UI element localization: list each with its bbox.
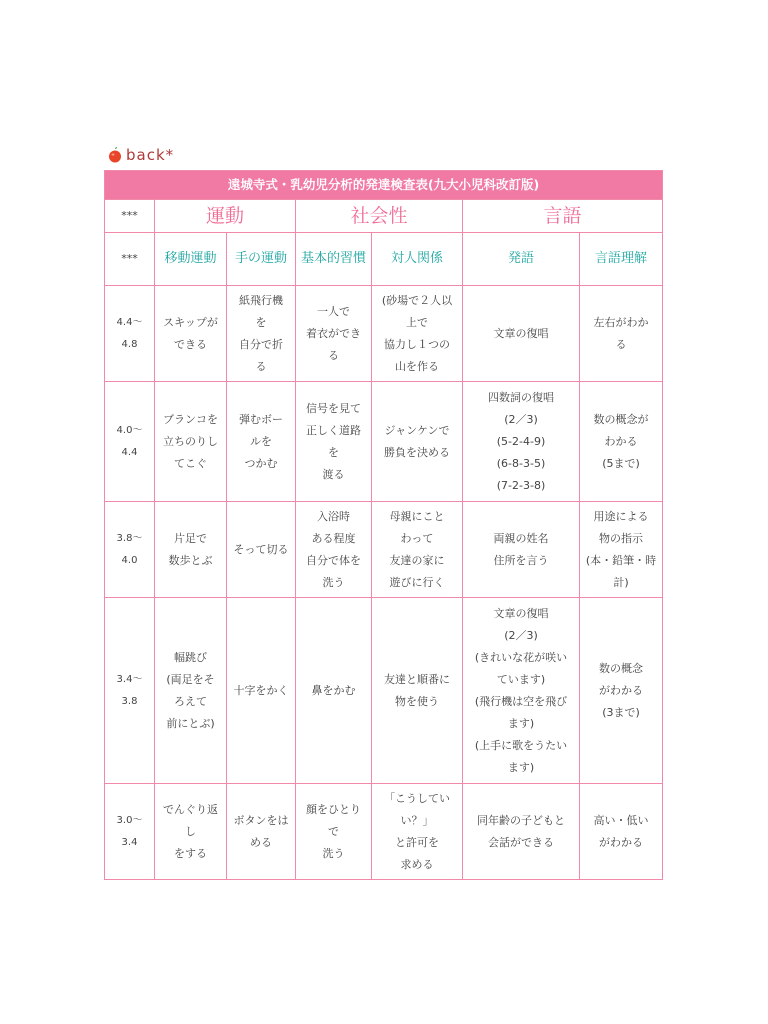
corner-mark: *** xyxy=(105,233,155,286)
table-cell: ボタンをは める xyxy=(227,784,296,880)
table-cell: 友達と順番に 物を使う xyxy=(372,598,463,784)
table-cell: 弾むボー ルを つかむ xyxy=(227,382,296,502)
apple-icon xyxy=(108,147,122,163)
table-cell: 幅跳び (両足をそ ろえて 前にとぶ) xyxy=(155,598,227,784)
table-cell: 鼻をかむ xyxy=(296,598,372,784)
table-cell: ジャンケンで 勝負を決める xyxy=(372,382,463,502)
table-cell: 文章の復唱 xyxy=(463,286,580,382)
table-cell: (砂場で２人以 上で 協力し１つの 山を作る xyxy=(372,286,463,382)
table-cell: 顔をひとり で 洗う xyxy=(296,784,372,880)
table-row xyxy=(105,598,663,784)
development-table xyxy=(104,170,663,880)
table-row xyxy=(105,382,663,502)
subheader-speech: 発語 xyxy=(463,233,580,286)
table-cell: 同年齢の子どもと 会話ができる xyxy=(463,784,580,880)
age-cell: 4.0～ 4.4 xyxy=(105,382,155,502)
table-cell: 紙飛行機 を 自分で折 る xyxy=(227,286,296,382)
table-cell: そって切る xyxy=(227,502,296,598)
table-cell: スキップが できる xyxy=(155,286,227,382)
table-row xyxy=(105,286,663,382)
subheader-basic-habits: 基本的習慣 xyxy=(296,233,372,286)
table-cell: 十字をかく xyxy=(227,598,296,784)
table-cell: でんぐり返 し をする xyxy=(155,784,227,880)
table-cell: 信号を見て 正しく道路 を 渡る xyxy=(296,382,372,502)
table-cell: 片足で 数歩とぶ xyxy=(155,502,227,598)
table-cell: 一人で 着衣ができ る xyxy=(296,286,372,382)
age-cell: 3.4～ 3.8 xyxy=(105,598,155,784)
table-cell: 両親の姓名 住所を言う xyxy=(463,502,580,598)
back-link[interactable] xyxy=(108,146,174,164)
subheader-comprehension: 言語理解 xyxy=(580,233,663,286)
table-cell: ブランコを 立ちのりし てこぐ xyxy=(155,382,227,502)
category-motor: 運動 xyxy=(155,200,296,233)
table-row xyxy=(105,502,663,598)
table-cell: 母親にこと わって 友達の家に 遊びに行く xyxy=(372,502,463,598)
subheader-hand-motion: 手の運動 xyxy=(227,233,296,286)
age-cell: 3.8～ 4.0 xyxy=(105,502,155,598)
table-cell: 数の概念が わかる (5まで) xyxy=(580,382,663,502)
table-cell: 「こうしてい い？」 と許可を 求める xyxy=(372,784,463,880)
age-cell: 4.4～ 4.8 xyxy=(105,286,155,382)
table-cell: 高い・低い がわかる xyxy=(580,784,663,880)
table-cell: 文章の復唱 (2／3) (きれいな花が咲い ています) (飛行機は空を飛び ます) (上手に歌をうたい ます) xyxy=(463,598,580,784)
table-cell: 左右がわか る xyxy=(580,286,663,382)
category-social: 社会性 xyxy=(296,200,463,233)
corner-mark: *** xyxy=(105,200,155,233)
table-cell: 入浴時 ある程度 自分で体を 洗う xyxy=(296,502,372,598)
table-cell: 用途による 物の指示 (本・鉛筆・時 計) xyxy=(580,502,663,598)
back-label: back* xyxy=(126,146,175,164)
age-cell: 3.0～ 3.4 xyxy=(105,784,155,880)
category-language: 言語 xyxy=(463,200,663,233)
subheader-locomotion: 移動運動 xyxy=(155,233,227,286)
table-cell: 四数詞の復唱 (2／3) (5-2-4-9) (6-8-3-5) (7-2-3-8) xyxy=(463,382,580,502)
table-row xyxy=(105,784,663,880)
subheader-interpersonal: 対人関係 xyxy=(372,233,463,286)
table-cell: 数の概念 がわかる (3まで) xyxy=(580,598,663,784)
table-title: 遠城寺式・乳幼児分析的発達検査表(九大小児科改訂版) xyxy=(105,171,663,200)
